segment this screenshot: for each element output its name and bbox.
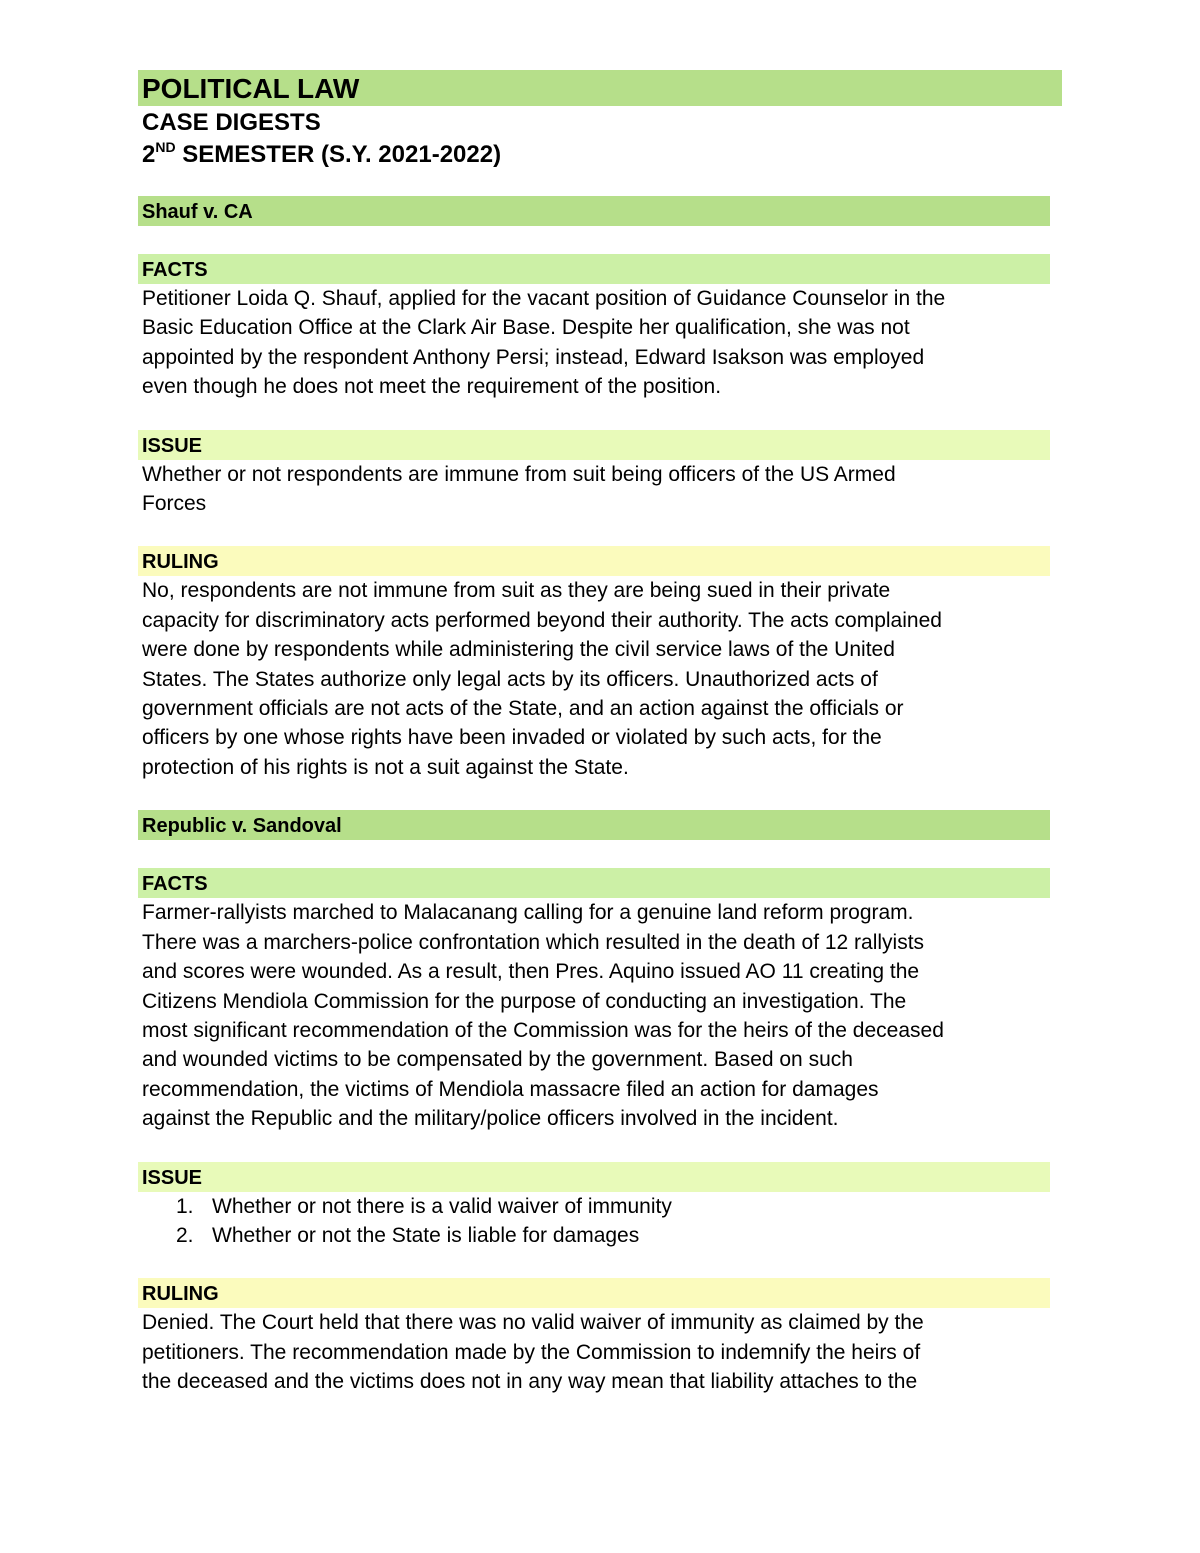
text-line: the deceased and the victims does not in any way mean that liability attaches to the [142,1370,918,1394]
issue-heading: ISSUE [138,430,1050,460]
text-line: even though he does not meet the requirement of the position. [142,375,722,399]
text-line: Forces [142,492,207,516]
semester-rest: SEMESTER (S.Y. 2021-2022) [175,141,502,168]
text-line: and scores were wounded. As a result, then Pres. Aquino issued AO 11 creating the [142,960,920,984]
list-number: 2. [176,1223,194,1247]
text-line: petitioners. The recommendation made by the Commission to indemnify the heirs of [142,1340,921,1364]
list-item [138,1221,1050,1250]
text-line: officers by one whose rights have been invaded or violated by such acts, for the [142,726,882,750]
text-line: government officials are not acts of the State, and an action against the officials or [142,697,904,721]
issue-heading: ISSUE [138,1162,1050,1192]
semester-prefix: 2 [142,141,156,168]
semester-superscript: ND [155,139,176,155]
text-line: Whether or not respondents are immune from suit being officers of the US Armed [142,462,896,486]
text-line: Denied. The Court held that there was no valid waiver of immunity as claimed by the [142,1311,924,1335]
issue-text [138,460,1054,519]
facts-heading: FACTS [138,254,1050,284]
text-line: Petitioner Loida Q. Shauf, applied for the vacant position of Guidance Counselor in the [142,287,946,310]
facts-text [138,898,1054,1133]
text-line: and wounded victims to be compensated by the government. Based on such [142,1048,853,1072]
case-title: Republic v. Sandoval [138,810,1050,840]
text-line: States. The States authorize only legal acts by its officers. Unauthorized acts of [142,667,878,691]
issue-list [138,1192,1050,1251]
text-line: recommendation, the victims of Mendiola massacre filed an action for damages [142,1077,879,1101]
ruling-text [138,1308,1054,1396]
text-line: appointed by the respondent Anthony Persi; instead, Edward Isakson was employed [142,345,925,369]
text-line: capacity for discriminatory acts performed beyond their authority. The acts complained [142,608,942,632]
case-title: Shauf v. CA [138,196,1050,226]
document-title: POLITICAL LAW [138,70,1062,106]
text-line: There was a marchers-police confrontation which resulted in the death of 12 rallyists [142,930,925,954]
text-line: No, respondents are not immune from suit as they are being sued in their private [142,579,891,603]
document-page [138,70,1050,1397]
text-line: most significant recommendation of the Commission was for the heirs of the deceased [142,1018,944,1042]
text-line: against the Republic and the military/police officers involved in the incident. [142,1107,839,1131]
ruling-text [138,576,1054,782]
text-line: Basic Education Office at the Clark Air Base. Despite her qualification, she was not [142,316,910,340]
facts-heading: FACTS [138,868,1050,898]
text-line: Farmer-rallyists marched to Malacanang calling for a genuine land reform program. [142,901,914,925]
list-item [138,1192,1050,1221]
document-subtitle: CASE DIGESTS [142,109,321,136]
text-line: were done by respondents while administering the civil service laws of the United [142,638,895,662]
list-number: 1. [176,1194,194,1218]
text-line: protection of his rights is not a suit against the State. [142,755,629,779]
text-line: Citizens Mendiola Commission for the purpose of conducting an investigation. The [142,989,907,1013]
list-text: Whether or not the State is liable for damages [212,1223,640,1247]
ruling-heading: RULING [138,1278,1050,1308]
list-text: Whether or not there is a valid waiver of immunity [212,1194,672,1218]
semester-line [138,140,1050,170]
facts-text [138,284,1054,402]
ruling-heading: RULING [138,546,1050,576]
